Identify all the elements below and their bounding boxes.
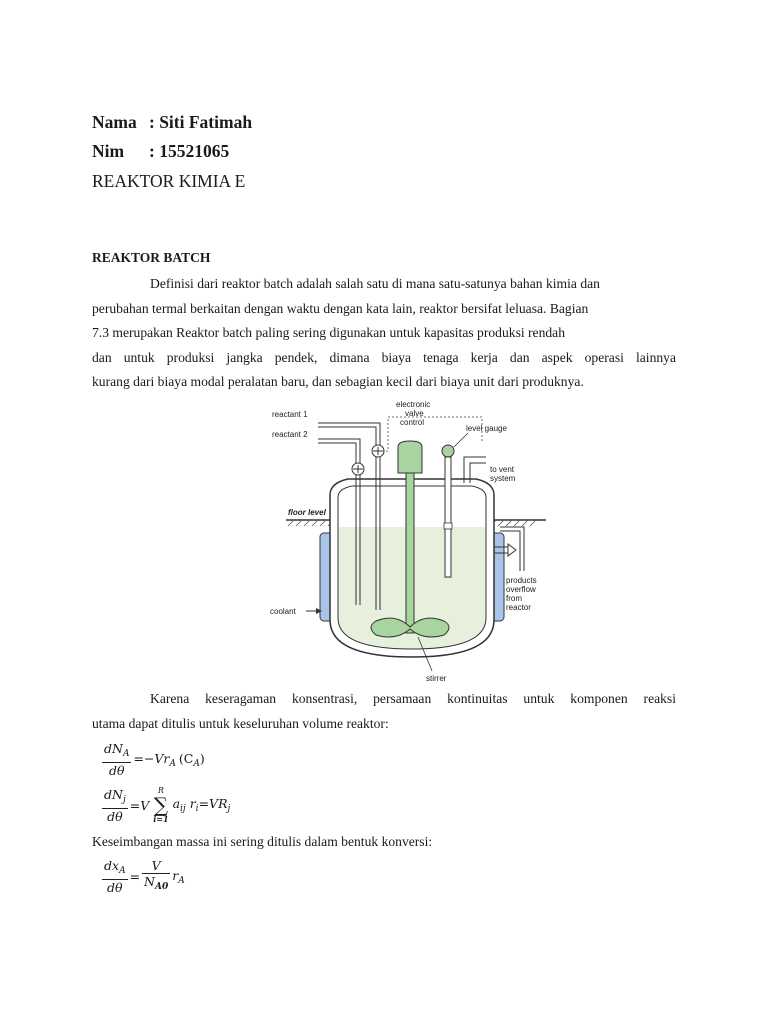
stirrer-shaft (406, 473, 414, 633)
paragraph-definition (92, 272, 676, 395)
nim-row (92, 141, 392, 162)
section-title: REAKTOR BATCH (92, 250, 211, 265)
paragraph-line: 7.3 merupakan Reaktor batch paling sering digunakan untuk kapasitas produksi rendah (92, 325, 566, 340)
label-valve-control-3: control (400, 418, 425, 427)
nim-label: Nim (92, 141, 125, 161)
label-floor-level: floor level (288, 508, 326, 517)
paragraph-line: kurang dari biaya modal peralatan baru, dan sebagian kecil dari biaya unit dari produknya. (92, 374, 584, 389)
label-products-3: from (506, 594, 522, 603)
equation-3: $\frac{dx_A}{d\theta}$ = $\frac{V}{N_{A0}}$ $r_A$ (104, 858, 185, 895)
label-stirrer: stirrer (426, 674, 447, 683)
label-vent-1: to vent (490, 465, 515, 474)
label-coolant: coolant (270, 607, 296, 616)
batch-reactor-diagram (268, 395, 560, 685)
paragraph-line: utama dapat ditulis untuk keseluruhan volume reaktor: (92, 715, 389, 731)
label-products-1: products (506, 576, 537, 585)
label-valve-control-1: electronic (396, 400, 431, 409)
name-value: : Siti Fatimah (149, 112, 253, 132)
nim-value: : 15521065 (149, 141, 230, 161)
paragraph-line: Definisi dari reaktor batch adalah salah satu di mana satu-satunya bahan kimia dan (150, 276, 600, 291)
label-reactant-2: reactant 2 (272, 430, 308, 439)
paragraph-continuity (92, 687, 676, 736)
valve-icon (352, 463, 364, 475)
conversion-text: Keseimbangan massa ini sering ditulis dalam bentuk konversi: (92, 834, 433, 849)
label-valve-control-2: valve (405, 409, 424, 418)
summation-symbol: R ∑ i=1 (153, 786, 169, 824)
level-gauge-rod (445, 457, 451, 577)
name-label: Nama (92, 112, 137, 132)
level-gauge-float (442, 445, 454, 457)
label-vent-2: system (490, 474, 516, 483)
label-reactant-1: reactant 1 (272, 410, 308, 419)
paragraph-line: dan untuk produksi jangka pendek, dimana biaya tenaga kerja dan aspek operasi lainnya (92, 349, 676, 365)
stirrer-motor (398, 441, 422, 473)
label-products-4: reactor (506, 603, 531, 612)
equation-1: $\frac{dN_A}{d\theta}$ $=-Vr_A$ $(C_A)$ (104, 741, 205, 778)
course-title: REAKTOR KIMIA E (92, 171, 246, 191)
equation-2: $\frac{dN_j}{d\theta}$ =V R ∑ i=1 $a_{ij}$ $r_i=VR_j$ (104, 786, 231, 824)
paragraph-line: perubahan termal berkaitan dengan waktu dengan kata lain, reaktor bersifat leluasa. Bagian (92, 300, 589, 316)
name-row (92, 112, 392, 133)
label-level-gauge: level gauge (466, 424, 507, 433)
paragraph-line: Karena keseragaman konsentrasi, persamaan kontinuitas untuk komponen reaksi (150, 691, 676, 706)
label-products-2: overflow (506, 585, 536, 594)
